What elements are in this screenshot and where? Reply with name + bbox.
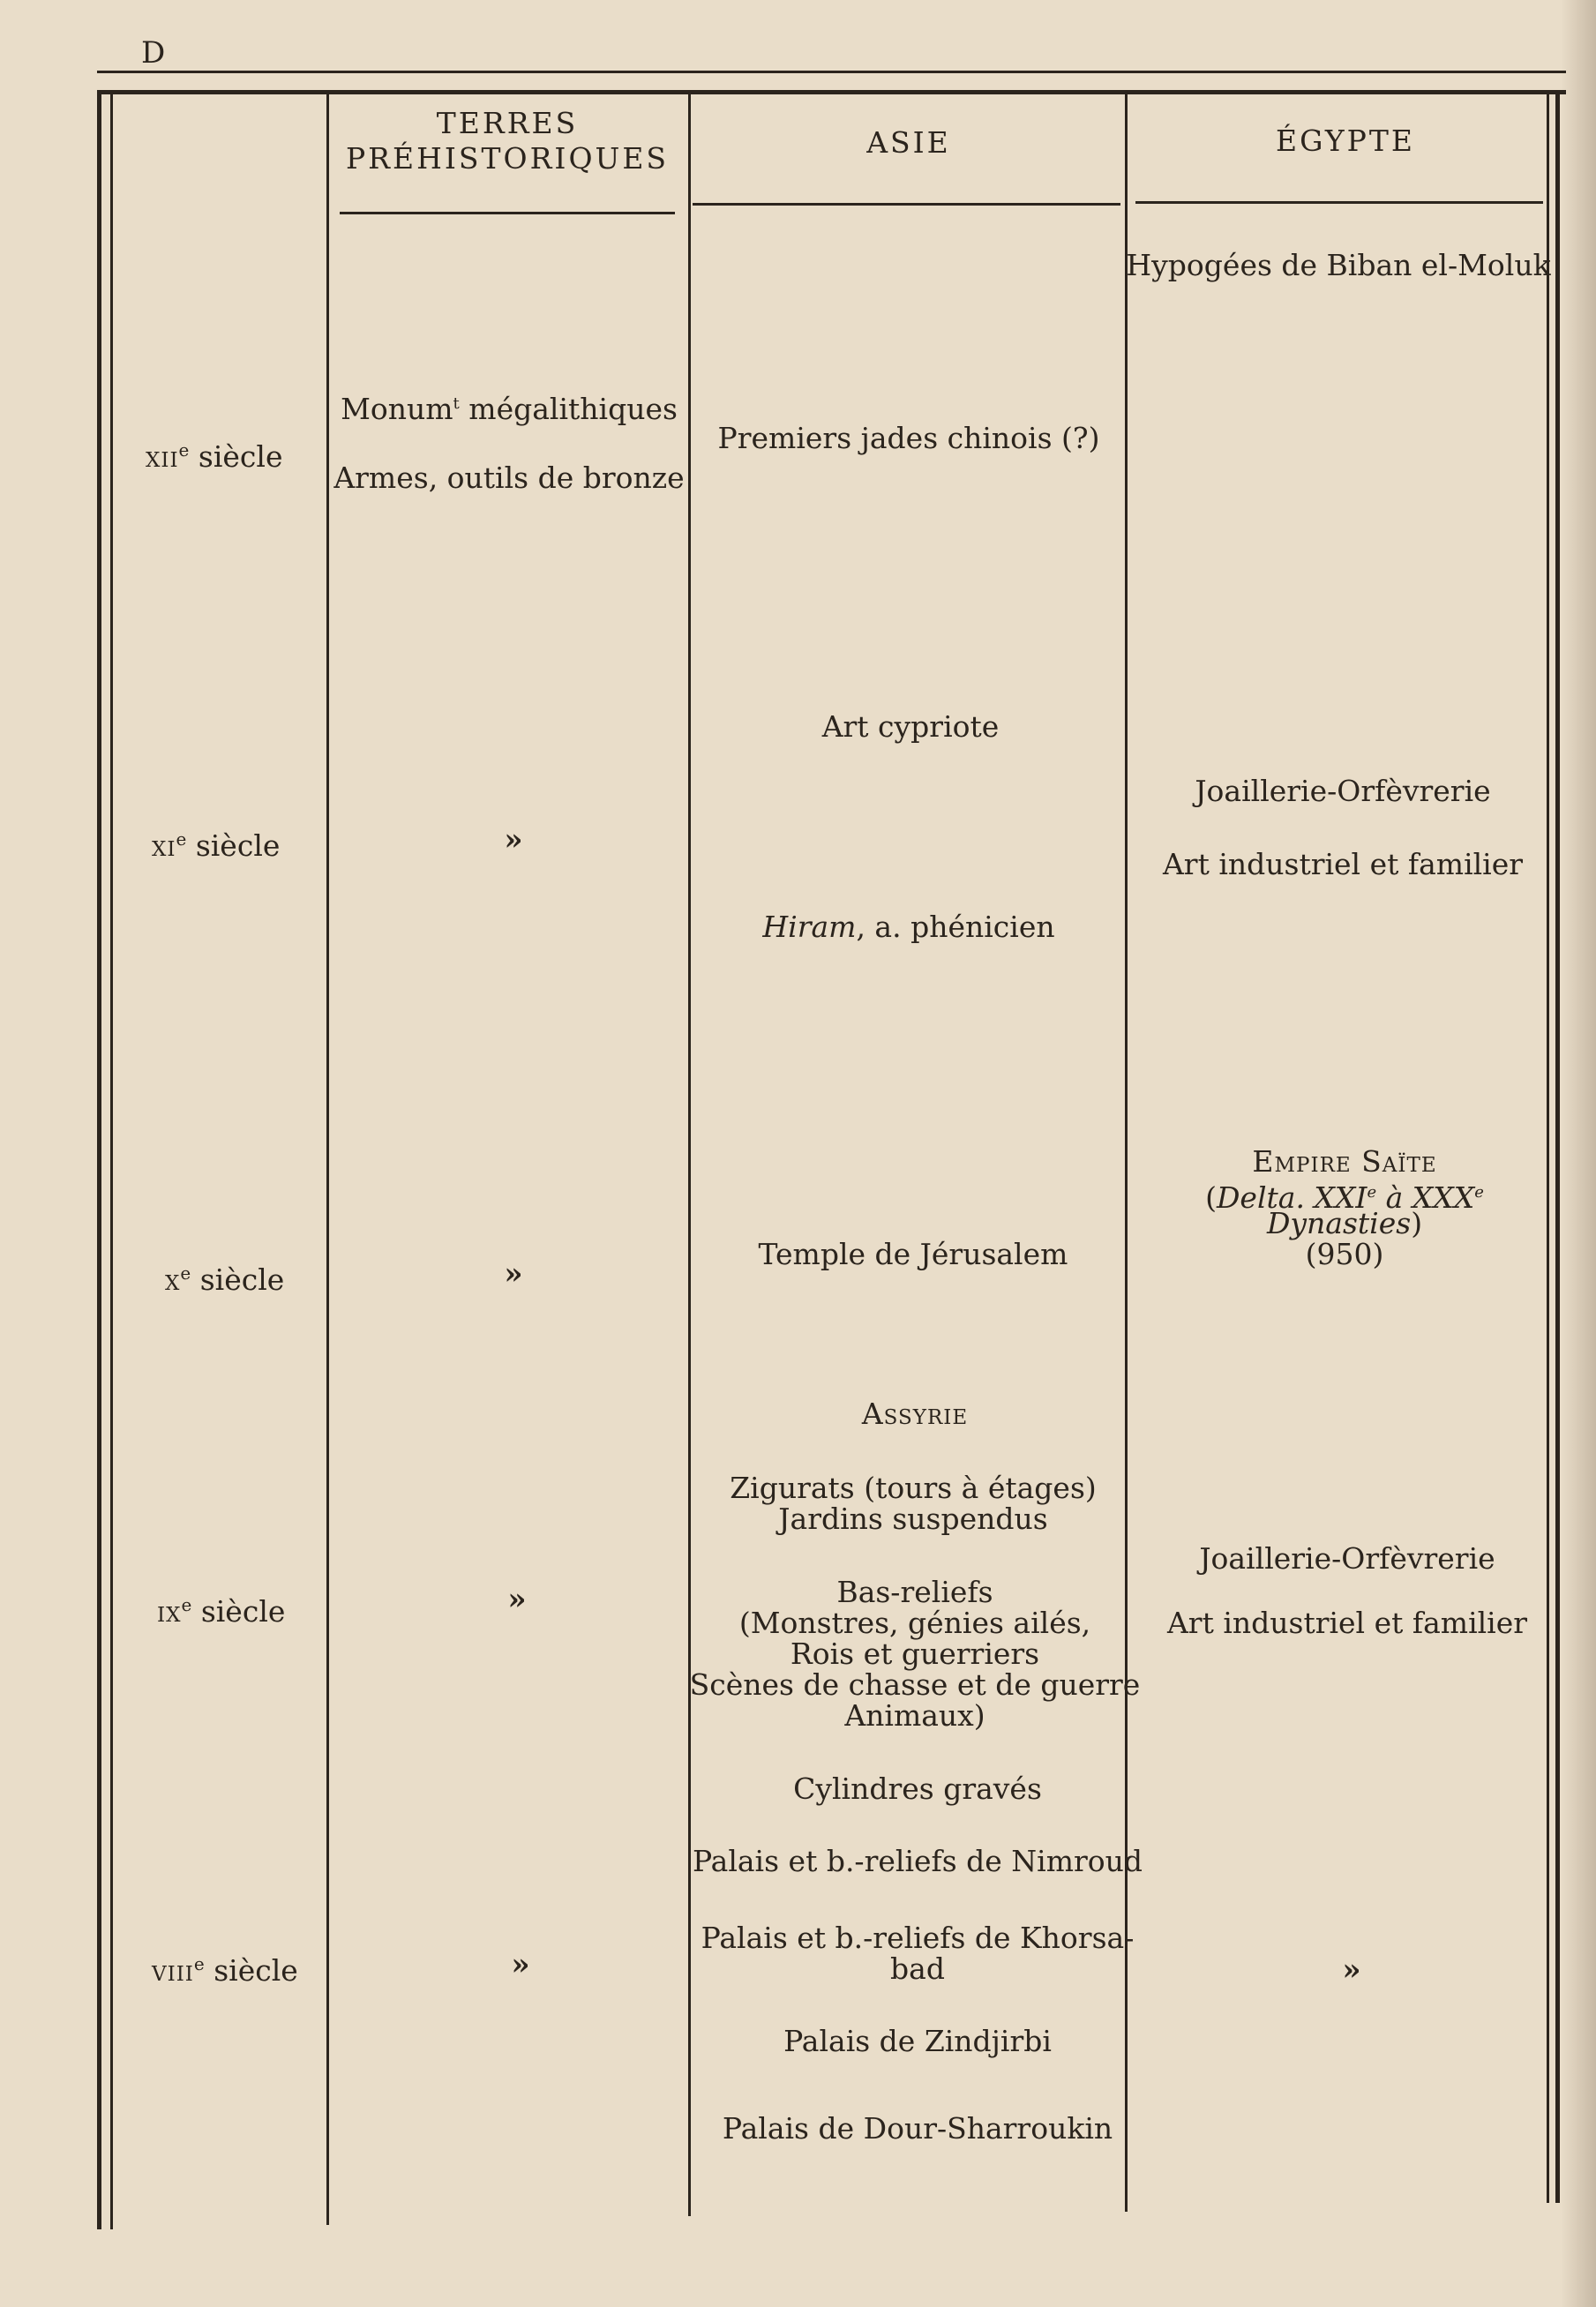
- top-rule-thick: [97, 90, 1566, 94]
- asie-entry: (Monstres, génies ailés,: [738, 1606, 1091, 1640]
- asie-entry: bad: [890, 1951, 945, 1986]
- ditto-mark: »: [504, 822, 523, 858]
- asie-entry: Premiers jades chinois (?): [717, 421, 1100, 455]
- century-label-xi: $xi^e$ siècle: [152, 828, 281, 863]
- header-underline-asie: [693, 203, 1120, 206]
- century-label-ix: $ix^e$ siècle: [157, 1594, 286, 1629]
- ditto-mark: »: [507, 1582, 527, 1617]
- asie-entry: Temple de Jérusalem: [758, 1237, 1068, 1271]
- header-prehistoric: [346, 106, 669, 176]
- egypte-entry: (Delta. XXIe à XXXe: [1205, 1180, 1484, 1215]
- right-border-outer: [1555, 90, 1560, 2203]
- asie-entry: Cylindres gravés: [793, 1771, 1042, 1806]
- signature-letter: D: [141, 35, 166, 71]
- century-label-x: $x^e$ siècle: [165, 1262, 285, 1297]
- prehistoric-entry: Monum$^t$ mégalithiques: [341, 392, 678, 426]
- asie-entry: Jardins suspendus: [778, 1502, 1048, 1536]
- asie-entry: Zigurats (tours à étages): [730, 1471, 1097, 1505]
- header-prehistoric-line1: TERRES: [436, 106, 579, 140]
- asie-entry: Palais et b.-reliefs de Nimroud: [692, 1844, 1143, 1878]
- egypte-entry: Hypogées de Biban el-Moluk: [1126, 248, 1551, 282]
- egypte-entry: (950): [1305, 1237, 1384, 1271]
- egypte-entry: Joaillerie-Orfèvrerie: [1195, 774, 1491, 808]
- asie-entry: Art cypriote: [821, 709, 1000, 744]
- ditto-mark: »: [1342, 1952, 1361, 1988]
- egypte-entry: Dynasties): [1266, 1206, 1423, 1240]
- top-rule-thin: [97, 71, 1566, 73]
- column-rule-2: [688, 90, 691, 2216]
- asie-entry: Scènes de chasse et de guerre: [689, 1667, 1141, 1702]
- page-edge-shadow: [1561, 0, 1596, 2307]
- asie-entry: Palais de Zindjirbi: [783, 2024, 1052, 2058]
- asie-entry: Bas-reliefs: [836, 1575, 993, 1609]
- header-underline-egypte: [1135, 201, 1543, 204]
- century-label-xii: xii$^e$ siècle: [146, 439, 283, 474]
- header-prehistoric-line2: PRÉHISTORIQUES: [345, 141, 670, 176]
- ditto-mark: »: [504, 1256, 523, 1292]
- asie-entry: Palais et b.-reliefs de Khorsa-: [701, 1921, 1135, 1955]
- century-label-viii: viii$^e$ siècle: [152, 1953, 298, 1988]
- asie-section-heading: Assyrie: [861, 1397, 969, 1431]
- egypte-entry: Art industriel et familier: [1162, 847, 1524, 881]
- column-rule-1: [326, 90, 329, 2225]
- header-asie: ASIE: [866, 125, 951, 160]
- header-underline-prehistoric: [340, 212, 675, 214]
- asie-entry: Animaux): [844, 1698, 985, 1733]
- header-egypte: ÉGYPTE: [1276, 124, 1415, 158]
- asie-entry: Palais de Dour-Sharroukin: [722, 2111, 1113, 2146]
- egypte-section-heading: Empire Saïte: [1252, 1144, 1437, 1179]
- prehistoric-entry: Armes, outils de bronze: [333, 461, 685, 495]
- left-border-inner: [110, 90, 113, 2229]
- ditto-mark: »: [511, 1947, 530, 1982]
- egypte-entry: Art industriel et familier: [1166, 1606, 1528, 1640]
- column-rule-3: [1125, 90, 1128, 2212]
- left-border-outer: [97, 90, 101, 2229]
- right-border-inner: [1547, 90, 1549, 2203]
- asie-entry: Hiram, a. phénicien: [762, 910, 1055, 944]
- egypte-entry: Joaillerie-Orfèvrerie: [1199, 1541, 1495, 1576]
- asie-entry: Rois et guerriers: [790, 1637, 1040, 1671]
